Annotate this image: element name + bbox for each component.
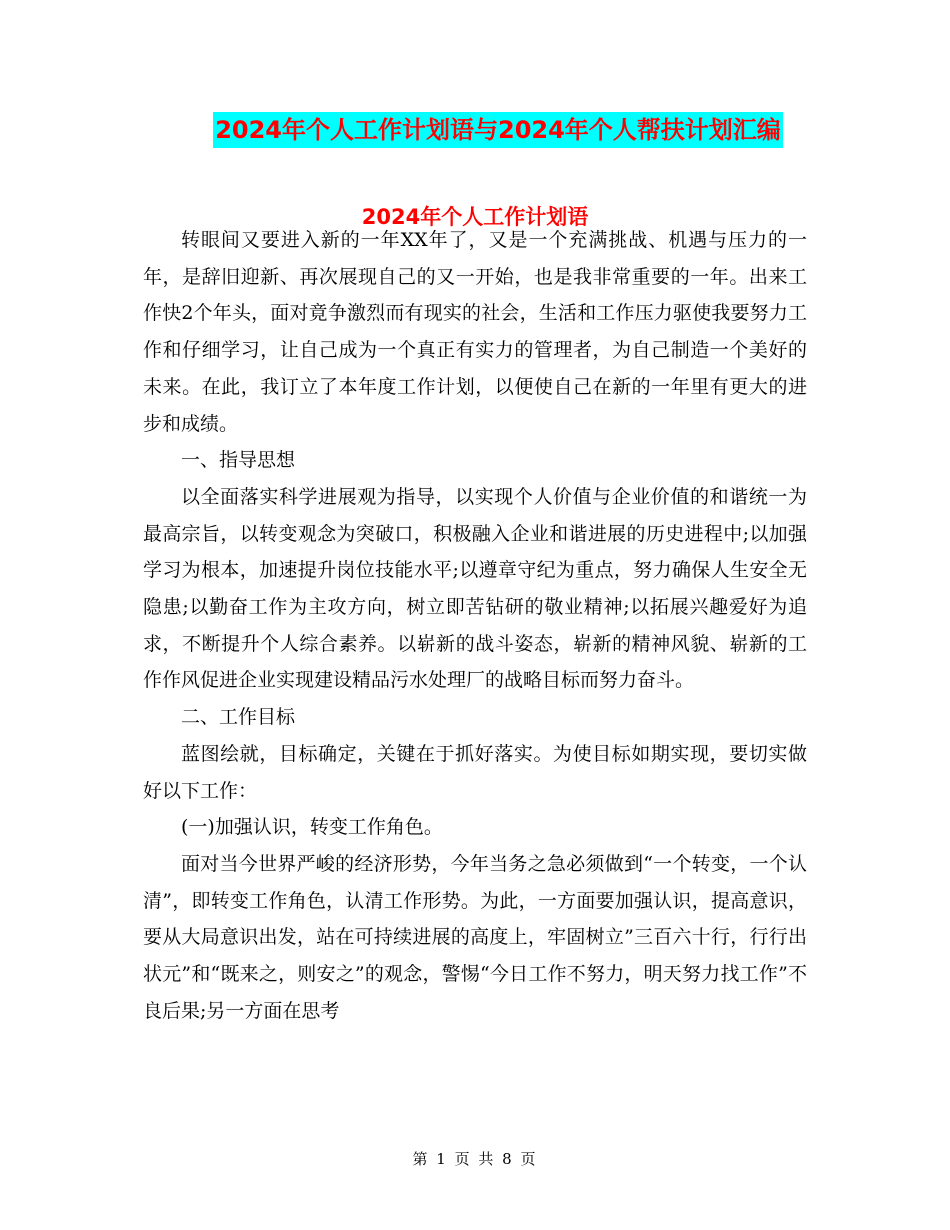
heading-work-goals: 二、工作目标 [181,706,296,729]
section-title: 2024年个人工作计划语 [361,205,589,229]
main-title-container [0,112,950,148]
main-title: 2024年个人工作计划语与2024年个人帮扶计划汇编 [213,112,783,148]
document-body [143,222,807,1029]
heading-guiding-ideology: 一、指导思想 [181,449,296,472]
paragraph-strengthen-awareness: 面对当今世界严峻的经济形势，今年当务之急必须做到“一个转变，一个认清”，即转变工作角色，认清工作形势。为此，一方面要加强认识，提高意识，要从大局意识出发，站在可持续进展的高度上，牢固树立”三百六十行，行行出状元”和“既来之，则安之”的观念，警惕“今日工作不努力，明天努力找工作”不良后果;另一方面在思考 [143,852,807,1022]
page-footer: 第 1 页 共 8 页 [412,1150,538,1168]
paragraph-guiding-ideology: 以全面落实科学进展观为指导，以实现个人价值与企业价值的和谐统一为最高宗旨，以转变观念为突破口，积极融入企业和谐进展的历史进程中;以加强学习为根本，加速提升岗位技能水平;以遵章守纪为重点，努力确保人生安全无隐患;以勤奋工作为主攻方向，树立即苦钻研的敬业精神;以拓展兴趣爱好为追求，不断提升个人综合素养。以崭新的战斗姿态，崭新的精神风貌、崭新的工作作风促进企业实现建设精品污水处理厂的战略目标而努力奋斗。 [143,485,807,692]
subheading-strengthen-awareness: (一)加强认识，转变工作角色。 [181,816,443,839]
paragraph-intro: 转眼间又要进入新的一年XX年了，又是一个充满挑战、机遇与压力的一年，是辞旧迎新、再次展现自己的又一开始，也是我非常重要的一年。出来工作快2个年头，面对竟争激烈而有现实的社会，生活和工作压力驱使我要努力工作和仔细学习，让自己成为一个真正有实力的管理者，为自己制造一个美好的未来。在此，我订立了本年度工作计划，以便使自己在新的一年里有更大的进步和成绩。 [143,229,807,435]
paragraph-work-goals: 蓝图绘就，目标确定，关键在于抓好落实。为使目标如期实现，要切实做好以下工作： [143,742,807,802]
